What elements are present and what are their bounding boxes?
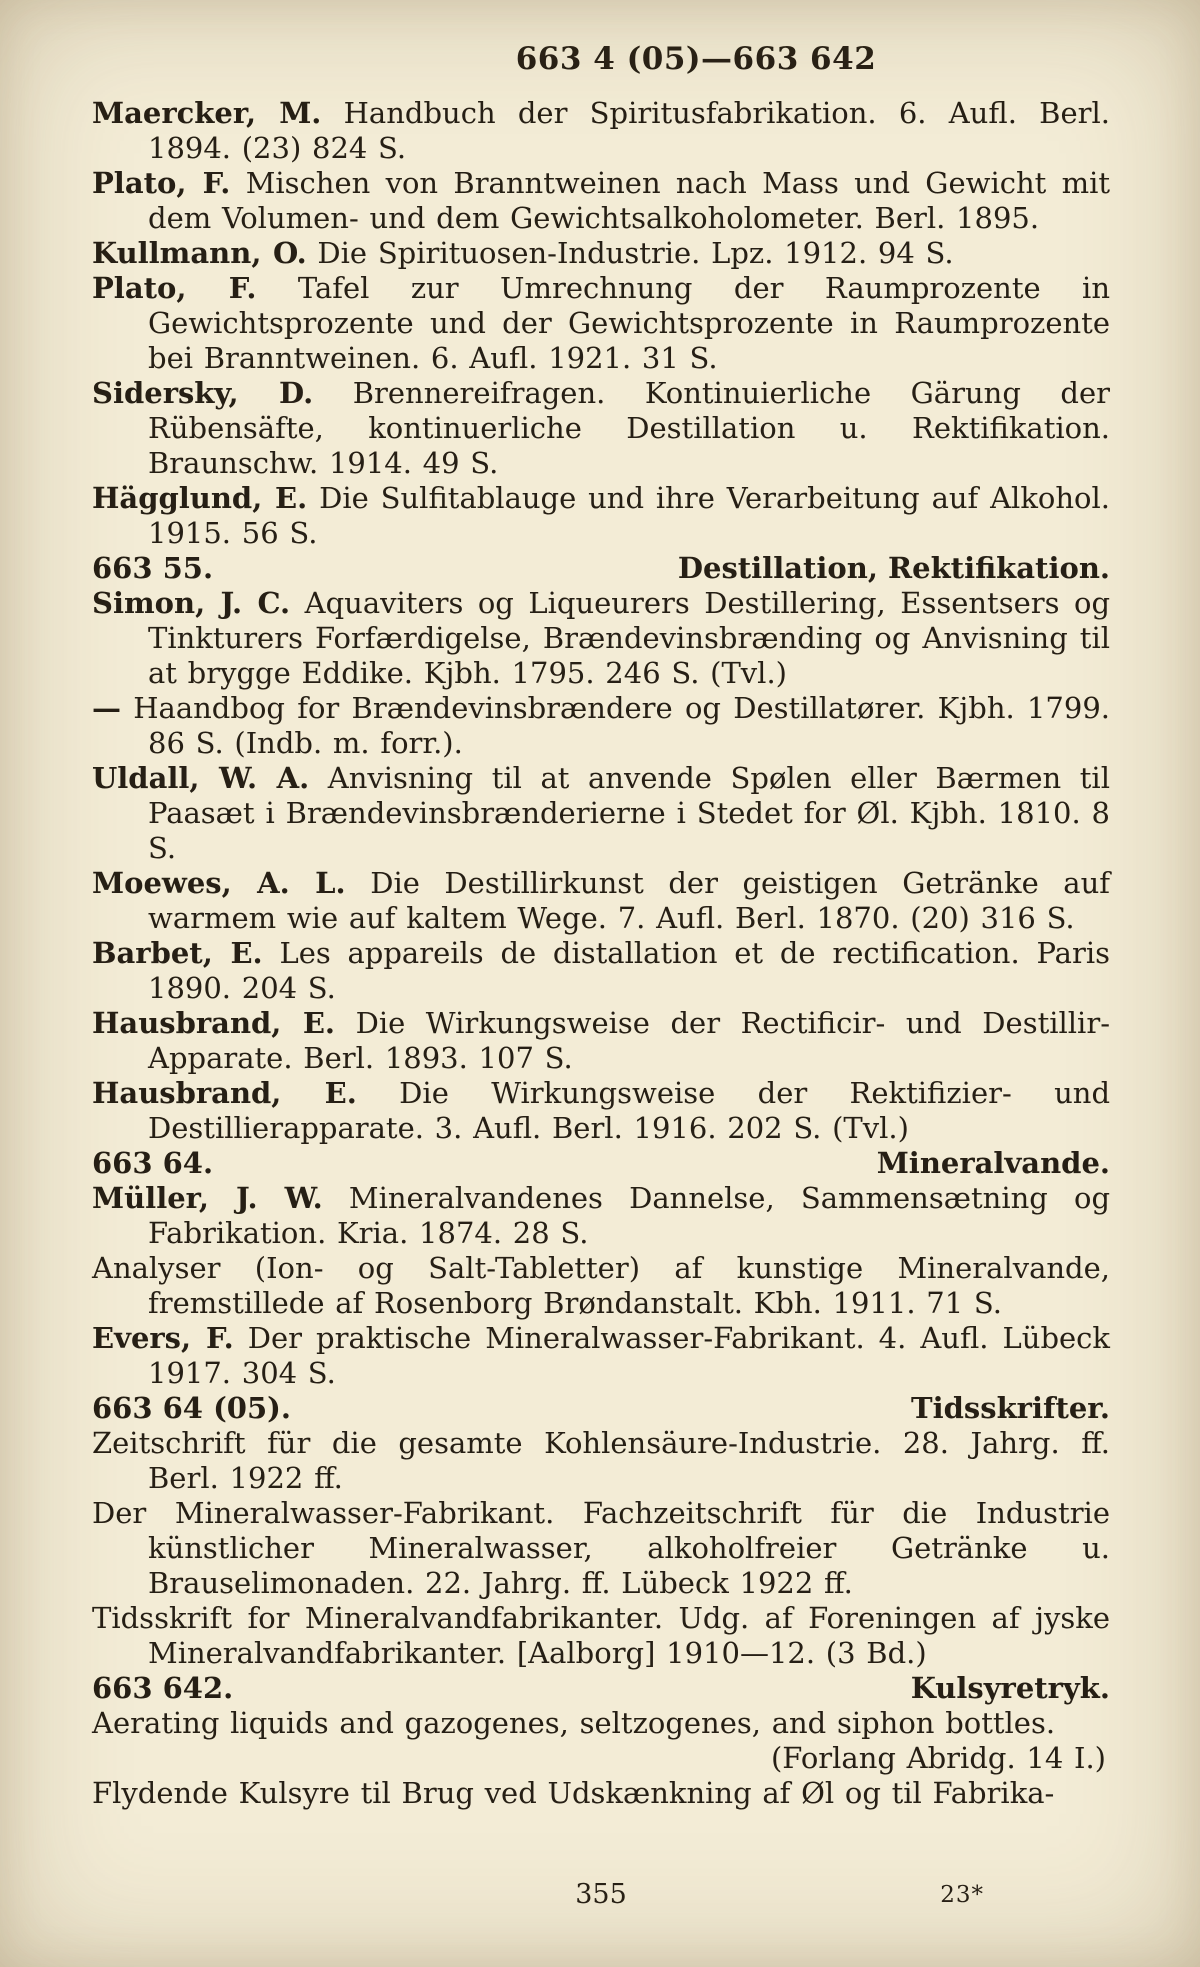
entry-text: Der praktische Mineralwasser-Fabrikant. 4. Aufl. Lübeck 1917. 304 S. — [148, 1321, 1110, 1390]
section-heading — [92, 1146, 1110, 1181]
section-title: Tidsskrifter. — [911, 1391, 1110, 1425]
entry-author: Evers, F. — [92, 1321, 234, 1355]
bibliography-entry — [92, 236, 1110, 271]
bibliography-entry — [92, 1251, 1110, 1321]
entry-author: Kullmann, O. — [92, 236, 307, 270]
section-heading — [92, 551, 1110, 586]
section-number: 663 64 (05). — [92, 1391, 291, 1425]
page-number: 355 — [575, 1879, 627, 1910]
bibliography-entry — [92, 936, 1110, 1006]
entry-author: Plato, F. — [92, 271, 257, 305]
entry-text: Tidsskrift for Mineralvandfabrikanter. Udg. af Foreningen af jyske Mineralvandfabrikanter. [Aalborg] 1910—12. (3 Bd.) — [92, 1601, 1110, 1670]
entry-author: Hausbrand, E. — [92, 1006, 336, 1040]
entry-text: Haandbog for Brændevinsbrændere og Destillatører. Kjbh. 1799. 86 S. (Indb. m. forr.). — [133, 691, 1110, 760]
entry-text: Brennereifragen. Kontinuierliche Gärung der Rübensäfte, kontinuerliche Destillation u. Rektifikation. Braunschw. 1914. 49 S. — [148, 376, 1110, 480]
bibliography-entry — [92, 1006, 1110, 1076]
bibliography-entry — [92, 481, 1110, 551]
entry-author: Hägglund, E. — [92, 481, 308, 515]
section-title: Mineralvande. — [876, 1146, 1110, 1180]
entry-text: Die Sulfitablauge und ihre Verarbeitung auf Alkohol. 1915. 56 S. — [148, 481, 1110, 550]
bibliography-entry — [92, 1776, 1110, 1811]
bibliography-entry — [92, 1321, 1110, 1391]
bibliography-entry — [92, 96, 1110, 166]
entry-text: Aerating liquids and gazogenes, seltzogenes, and siphon bottles. — [92, 1706, 1056, 1740]
entry-text: Anvisning til at anvende Spølen eller Bærmen til Paasæt i Brændevinsbrænderierne i Stedet for Øl. Kjbh. 1810. 8 S. — [148, 761, 1110, 865]
bibliography-entry — [92, 586, 1110, 691]
entry-author: Barbet, E. — [92, 936, 263, 970]
entry-author: Uldall, W. A. — [92, 761, 310, 795]
entry-text: Tafel zur Umrechnung der Raumprozente in Gewichtsprozente und der Gewichtsprozente in Raumprozente bei Branntweinen. 6. Aufl. 1921. 31 S. — [148, 271, 1110, 375]
bibliography-entry — [92, 376, 1110, 481]
section-heading — [92, 1671, 1110, 1706]
entry-reference-note: (Forlang Abridg. 14 I.) — [770, 1741, 1106, 1775]
printer-signature-mark: 23* — [940, 1882, 984, 1908]
bibliography-entry — [92, 1426, 1110, 1496]
entry-text: Die Wirkungsweise der Rectificir- und Destillir-Apparate. Berl. 1893. 107 S. — [148, 1006, 1110, 1075]
entry-author: Moewes, A. L. — [92, 866, 346, 900]
section-heading — [92, 1391, 1110, 1426]
section-number: 663 642. — [92, 1671, 234, 1705]
running-head-classification-range: 663 4 (05)—663 642 — [515, 41, 877, 77]
bibliography-entry — [92, 166, 1110, 236]
bibliography-entry — [92, 691, 1110, 761]
entry-text: Flydende Kulsyre til Brug ved Udskænkning af Øl og til Fabrika- — [92, 1776, 1055, 1810]
section-number: 663 64. — [92, 1146, 214, 1180]
bibliography-entry — [92, 1601, 1110, 1671]
entry-author: Sidersky, D. — [92, 376, 314, 410]
entry-text: Die Spirituosen-Industrie. Lpz. 1912. 94 S. — [317, 236, 954, 270]
entry-text: Mischen von Branntweinen nach Mass und Gewicht mit dem Volumen- und dem Gewichtsalkoholometer. Berl. 1895. — [148, 166, 1111, 235]
entry-author: — — [92, 691, 121, 725]
entry-text: Der Mineralwasser-Fabrikant. Fachzeitschrift für die Industrie künstlicher Mineralwasser, alkoholfreier Getränke u. Brauselimonaden. 22. Jahrg. ff. Lübeck 1922 ff. — [92, 1496, 1110, 1600]
entry-author: Müller, J. W. — [92, 1181, 323, 1215]
entry-text: Les appareils de distallation et de rectification. Paris 1890. 204 S. — [148, 936, 1110, 1005]
entry-author: Plato, F. — [92, 166, 231, 200]
bibliography-entry — [92, 1076, 1110, 1146]
section-title: Kulsyretryk. — [910, 1671, 1110, 1705]
bibliography-entry — [92, 1706, 1110, 1776]
bibliography-entry — [92, 1496, 1110, 1601]
entry-text: Aquaviters og Liqueurers Destillering, Essentsers og Tinkturers Forfærdigelse, Brændevinsbrænding og Anvisning til at brygge Eddike. Kjbh. 1795. 246 S. (Tvl.) — [148, 586, 1111, 690]
page-footer — [92, 1877, 1110, 1915]
section-number: 663 55. — [92, 551, 214, 585]
entry-text: Zeitschrift für die gesamte Kohlensäure-Industrie. 28. Jahrg. ff. Berl. 1922 ff. — [92, 1426, 1110, 1495]
bibliography-entry — [92, 1181, 1110, 1251]
entry-text: Handbuch der Spiritusfabrikation. 6. Aufl. Berl. 1894. (23) 824 S. — [148, 96, 1110, 165]
bibliography-entry — [92, 761, 1110, 866]
entry-author: Maercker, M. — [92, 96, 322, 130]
entry-text: Analyser (Ion- og Salt-Tabletter) af kunstige Mineralvande, fremstillede af Rosenborg Brøndanstalt. Kbh. 1911. 71 S. — [92, 1251, 1110, 1320]
entry-text: Die Destillirkunst der geistigen Getränke auf warmem wie auf kaltem Wege. 7. Aufl. Berl. 1870. (20) 316 S. — [148, 866, 1110, 935]
entry-text: Die Wirkungsweise der Rektifizier- und Destillierapparate. 3. Aufl. Berl. 1916. 202 S. (Tvl.) — [148, 1076, 1111, 1145]
entry-author: Simon, J. C. — [92, 586, 291, 620]
bibliography-entry — [92, 866, 1110, 936]
section-title: Destillation, Rektifikation. — [677, 551, 1110, 585]
entry-text: Mineralvandenes Dannelse, Sammensætning og Fabrikation. Kria. 1874. 28 S. — [148, 1181, 1111, 1250]
bibliography-entry — [92, 271, 1110, 376]
bibliography-list — [92, 96, 1110, 1811]
entry-author: Hausbrand, E. — [92, 1076, 357, 1110]
